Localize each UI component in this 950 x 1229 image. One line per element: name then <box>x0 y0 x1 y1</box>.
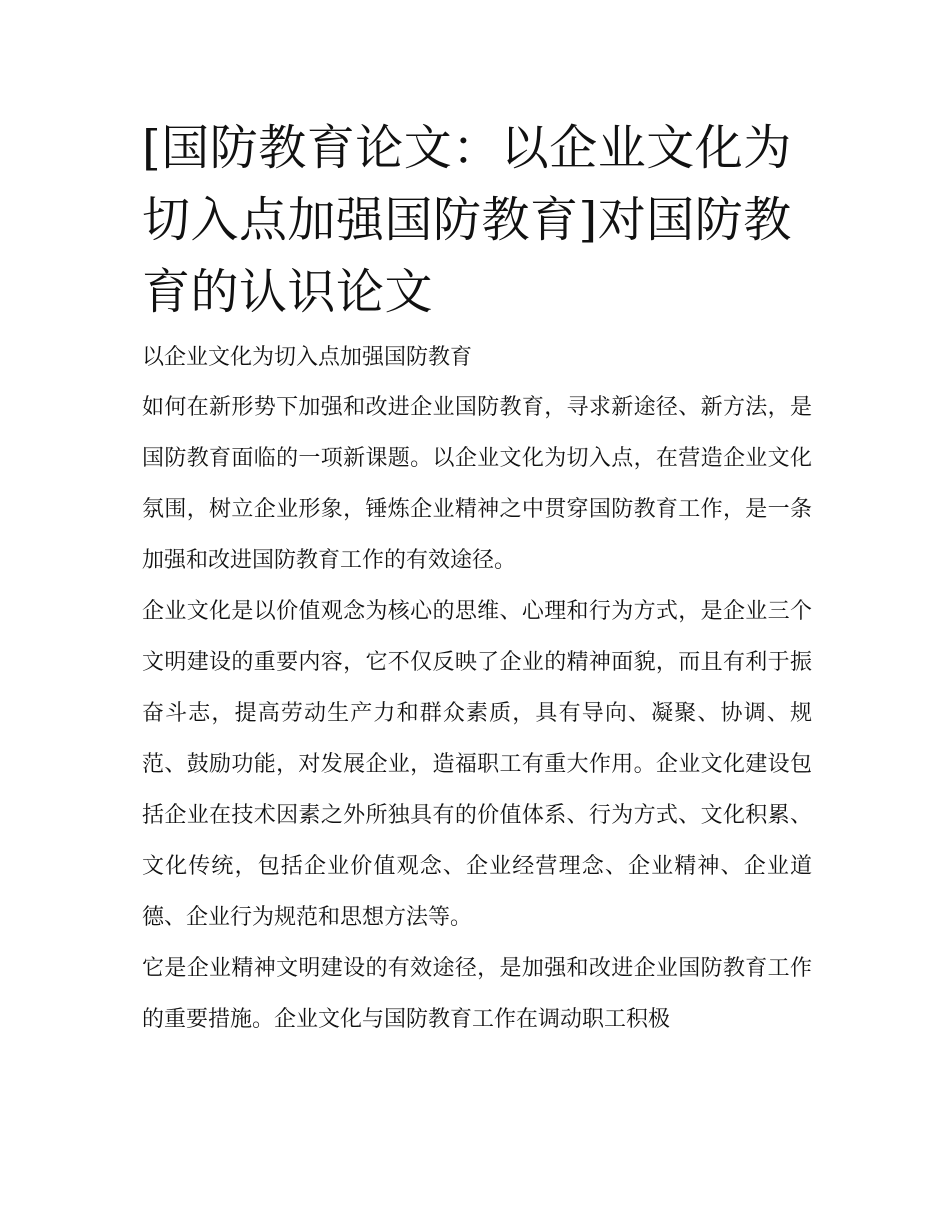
paragraph-2: 企业文化是以价值观念为核心的思维、心理和行为方式，是企业三个文明建设的重要内容，它不仅反映了企业的精神面貌，而且有利于振奋斗志，提高劳动生产力和群众素质，具有导向、凝聚、协调、规范、鼓励功能，对发展企业，造福职工有重大作用。企业文化建设包括企业在技术因素之外所独具有的价值体系、行为方式、文化积累、文化传统，包括企业价值观念、企业经营理念、企业精神、企业道德、企业行为规范和思想方法等。 <box>142 599 812 930</box>
document-subtitle: 以企业文化为切入点加强国防教育 <box>142 345 473 370</box>
paragraph-3: 它是企业精神文明建设的有效途径，是加强和改进企业国防教育工作的重要措施。企业文化与国防教育工作在调动职工积极 <box>142 956 812 1032</box>
document-content <box>142 112 812 1045</box>
document-title: [国防教育论文：以企业文化为切入点加强国防教育]对国防教育的认识论文 <box>142 120 792 320</box>
paragraph-1: 如何在新形势下加强和改进企业国防教育，寻求新途径、新方法，是国防教育面临的一项新课题。以企业文化为切入点，在营造企业文化氛围，树立企业形象，锤炼企业精神之中贯穿国防教育工作，是一条加强和改进国防教育工作的有效途径。 <box>142 395 812 573</box>
